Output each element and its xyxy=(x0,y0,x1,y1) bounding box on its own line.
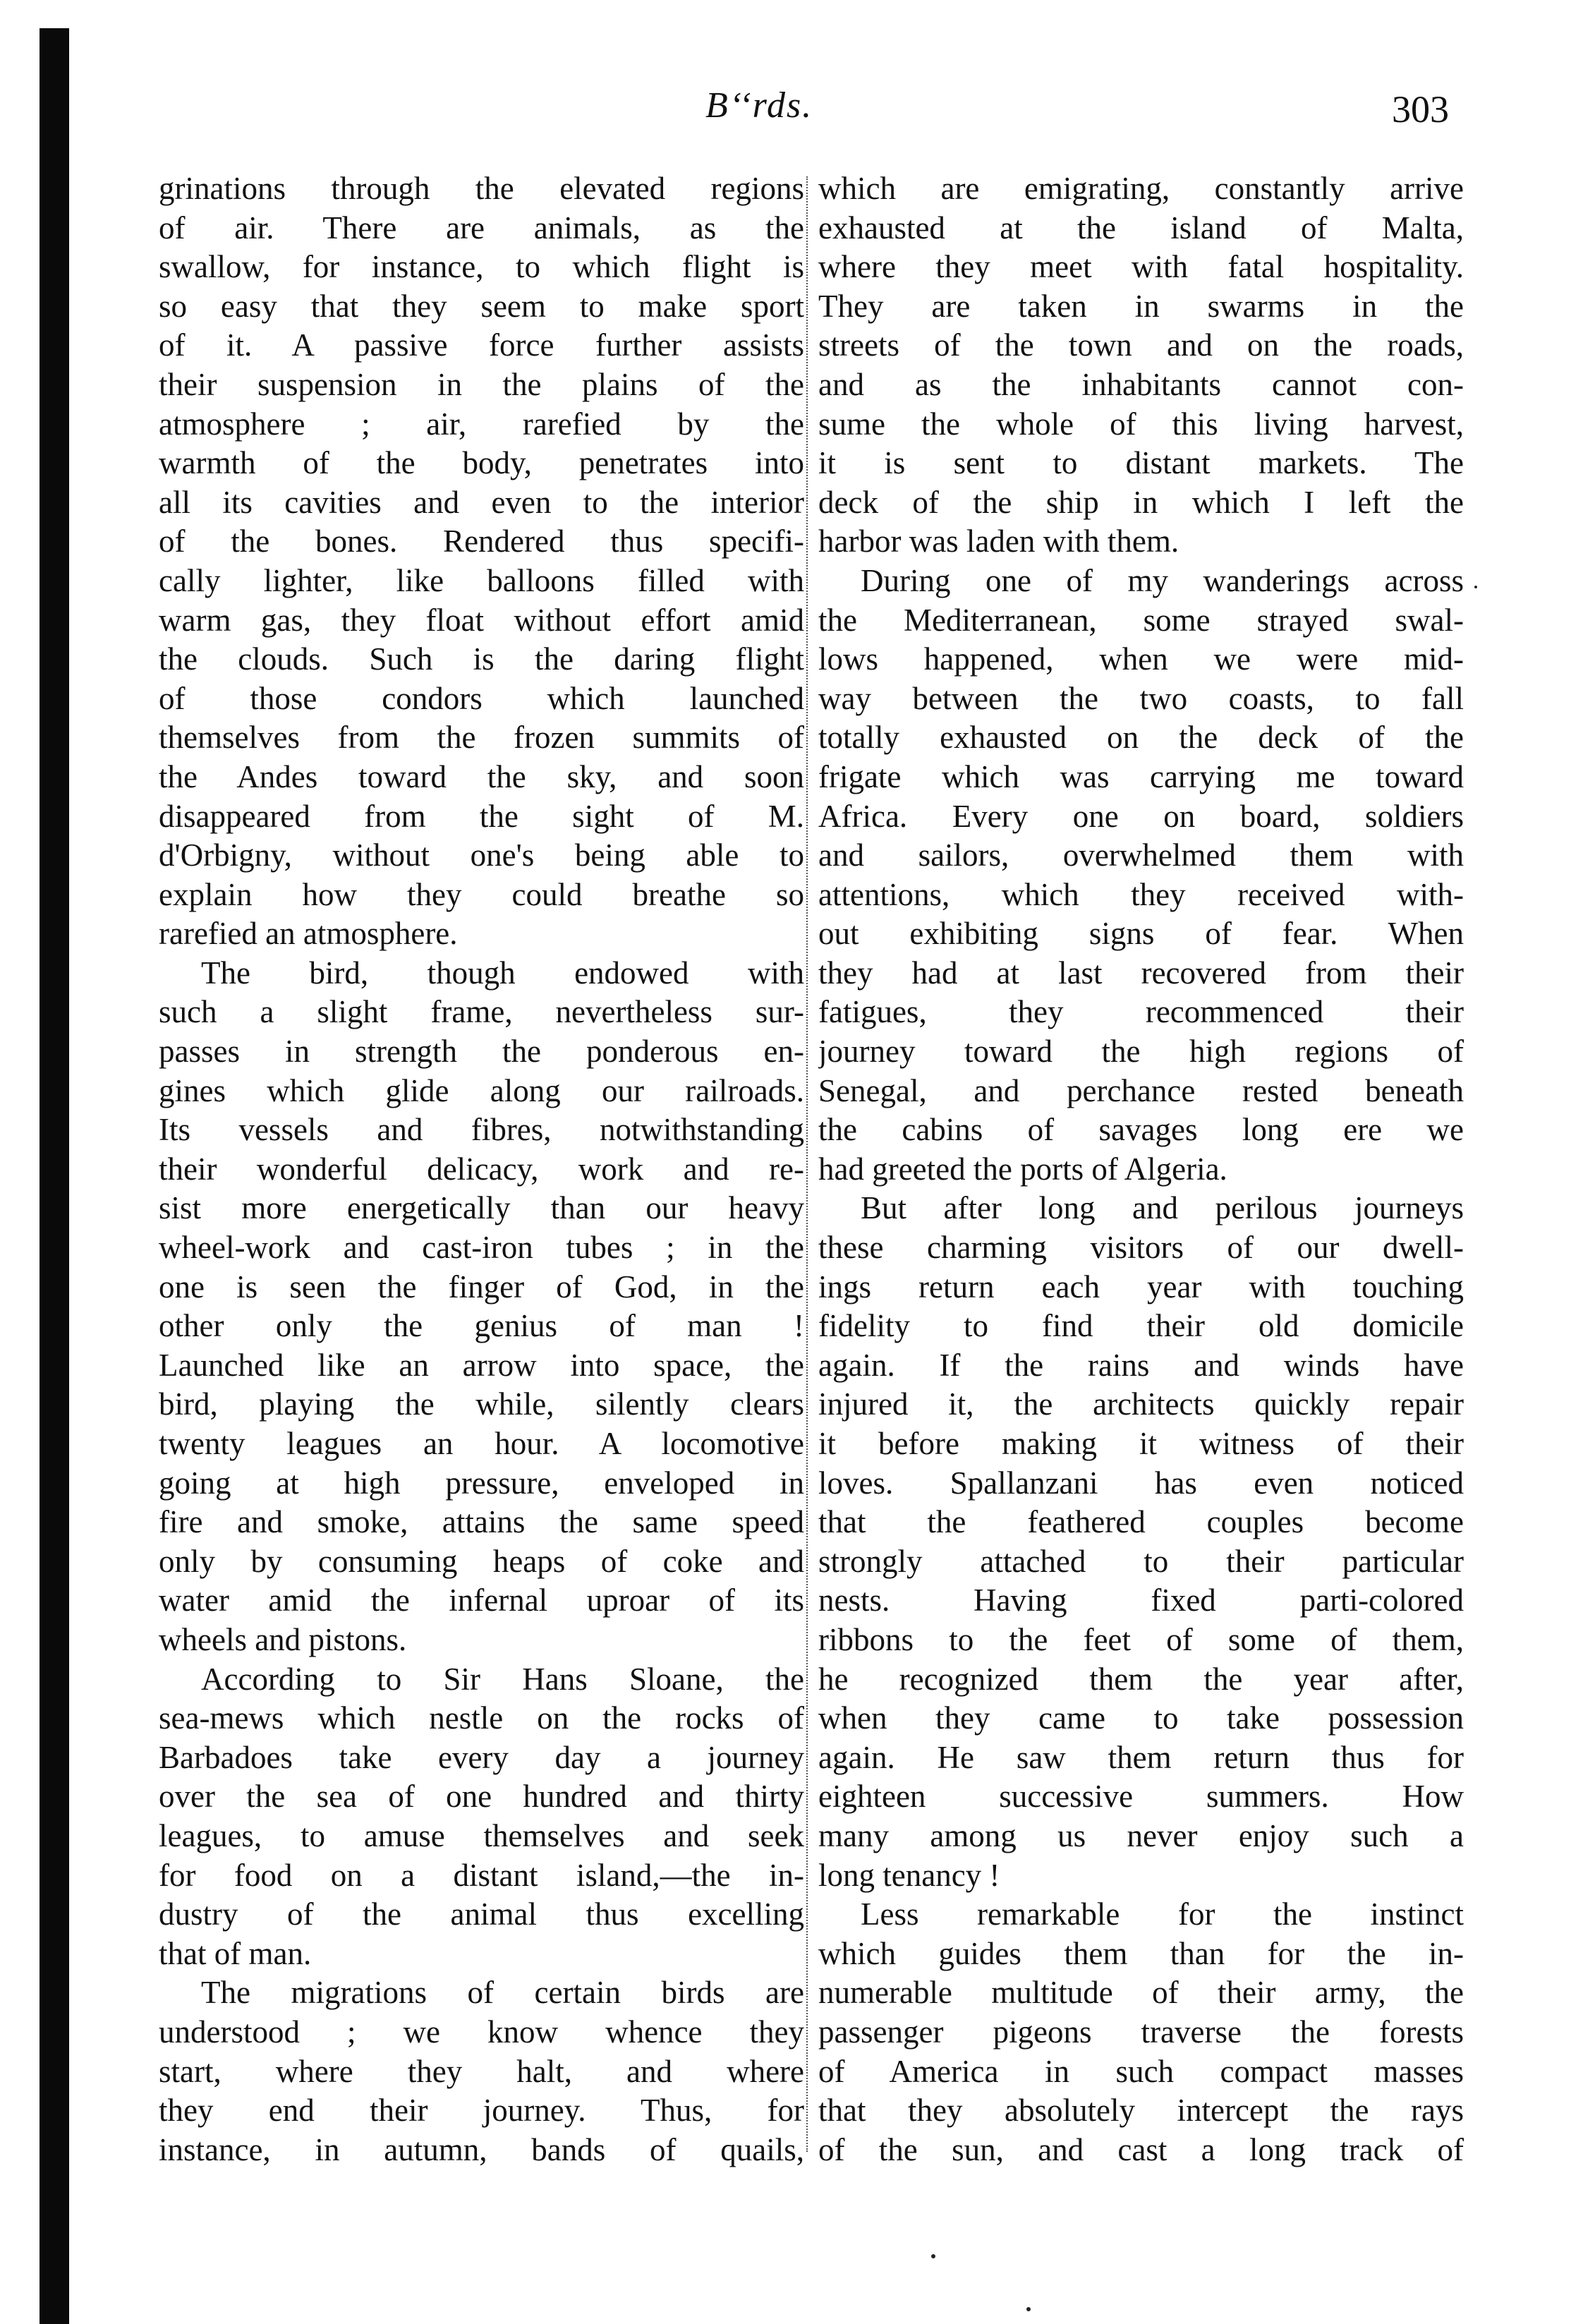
scan-speck xyxy=(1474,586,1477,588)
text-line: warmth of the body, penetrates into xyxy=(159,445,804,481)
text-line: start, where they halt, and where xyxy=(159,2053,804,2089)
text-line: According to Sir Hans Sloane, the xyxy=(201,1661,804,1697)
text-line: these charming visitors of our dwell- xyxy=(818,1230,1464,1266)
text-line: bird, playing the while, silently clears xyxy=(159,1386,804,1422)
text-line: wheels and pistons. xyxy=(159,1621,407,1657)
text-line: sume the whole of this living harvest, xyxy=(818,406,1464,442)
text-line: for food on a distant island,—the in- xyxy=(159,1857,804,1893)
column-divider xyxy=(806,176,808,2152)
text-line: instance, in autumn, bands of quails, xyxy=(159,2131,804,2167)
right-column xyxy=(818,169,1464,2169)
text-line: d'Orbigny, without one's being able to xyxy=(159,837,804,873)
text-line: harbor was laden with them. xyxy=(818,523,1179,559)
text-line: dustry of the animal thus excelling xyxy=(159,1896,804,1932)
text-line: atmosphere ; air, rarefied by the xyxy=(159,406,804,442)
text-line: They are taken in swarms in the xyxy=(818,288,1464,324)
text-line: it is sent to distant markets. The xyxy=(818,445,1464,481)
text-line: cally lighter, like balloons filled with xyxy=(159,562,804,598)
text-line: the clouds. Such is the daring flight xyxy=(159,641,804,677)
text-line: the Mediterranean, some strayed swal- xyxy=(818,602,1464,638)
text-line: of the bones. Rendered thus specifi- xyxy=(159,523,804,559)
text-line: During one of my wanderings across xyxy=(861,562,1464,598)
text-line: rarefied an atmosphere. xyxy=(159,916,458,952)
text-line: which are emigrating, constantly arrive xyxy=(818,171,1464,206)
text-line: way between the two coasts, to fall xyxy=(818,680,1464,716)
text-line: of air. There are animals, as the xyxy=(159,210,804,246)
text-line: so easy that they seem to make sport xyxy=(159,288,804,324)
text-line: fire and smoke, attains the same speed xyxy=(159,1504,804,1540)
text-line: going at high pressure, enveloped in xyxy=(159,1465,804,1501)
scan-binding-edge xyxy=(40,28,69,2324)
text-line: frigate which was carrying me toward xyxy=(818,758,1464,794)
text-line: over the sea of one hundred and thirty xyxy=(159,1779,804,1815)
text-line: Its vessels and fibres, notwithstanding xyxy=(159,1112,804,1148)
text-line: The migrations of certain birds are xyxy=(201,1975,804,2011)
text-line: exhausted at the island of Malta, xyxy=(818,210,1464,246)
text-line: swallow, for instance, to which flight is xyxy=(159,249,804,285)
text-line: water amid the infernal uproar of its xyxy=(159,1582,804,1618)
text-line: the cabins of savages long ere we xyxy=(818,1112,1464,1148)
text-line: Africa. Every one on board, soldiers xyxy=(818,798,1464,834)
text-line: numerable multitude of their army, the xyxy=(818,1975,1464,2011)
text-line: other only the genius of man ! xyxy=(159,1308,804,1344)
text-line: of those condors which launched xyxy=(159,680,804,716)
text-line: explain how they could breathe so xyxy=(159,876,804,912)
text-line: Launched like an arrow into space, the xyxy=(159,1347,804,1383)
text-line: only by consuming heaps of coke and xyxy=(159,1543,804,1579)
text-line: had greeted the ports of Algeria. xyxy=(818,1151,1227,1187)
text-line: understood ; we know whence they xyxy=(159,2014,804,2050)
text-line: long tenancy ! xyxy=(818,1857,1000,1893)
text-line: one is seen the finger of God, in the xyxy=(159,1269,804,1305)
text-line: sist more energetically than our heavy xyxy=(159,1190,804,1226)
text-line: he recognized them the year after, xyxy=(818,1661,1464,1697)
text-line: many among us never enjoy such a xyxy=(818,1817,1464,1853)
text-line: eighteen successive summers. How xyxy=(818,1779,1464,1815)
text-line: nests. Having fixed parti-colored xyxy=(818,1582,1464,1618)
text-line: out exhibiting signs of fear. When xyxy=(818,916,1464,952)
text-line: when they came to take possession xyxy=(818,1700,1464,1736)
text-line: that the feathered couples become xyxy=(818,1504,1464,1540)
text-line: ings return each year with touching xyxy=(818,1269,1464,1305)
text-line: their suspension in the plains of the xyxy=(159,366,804,402)
text-line: The bird, though endowed with xyxy=(201,955,804,991)
text-line: such a slight frame, nevertheless sur- xyxy=(159,994,804,1030)
text-line: again. If the rains and winds have xyxy=(818,1347,1464,1383)
text-line: where they meet with fatal hospitality. xyxy=(818,249,1464,285)
text-line: fatigues, they recommenced their xyxy=(818,994,1464,1030)
text-line: all its cavities and even to the interior xyxy=(159,484,804,520)
text-line: journey toward the high regions of xyxy=(818,1034,1464,1070)
running-title: B‘‘rds. xyxy=(705,85,813,126)
text-line: that of man. xyxy=(159,1935,312,1971)
text-line: But after long and perilous journeys xyxy=(861,1190,1464,1226)
text-line: loves. Spallanzani has even noticed xyxy=(818,1465,1464,1501)
text-line: fidelity to find their old domicile xyxy=(818,1308,1464,1344)
text-line: of the sun, and cast a long track of xyxy=(818,2131,1464,2167)
text-line: and sailors, overwhelmed them with xyxy=(818,837,1464,873)
text-line: and as the inhabitants cannot con- xyxy=(818,366,1464,402)
text-line: streets of the town and on the roads, xyxy=(818,327,1464,363)
text-line: the Andes toward the sky, and soon xyxy=(159,758,804,794)
text-line: strongly attached to their particular xyxy=(818,1543,1464,1579)
text-line: deck of the ship in which I left the xyxy=(818,484,1464,520)
text-line: Barbadoes take every day a journey xyxy=(159,1739,804,1775)
text-line: wheel-work and cast-iron tubes ; in the xyxy=(159,1230,804,1266)
scan-speck xyxy=(931,2254,935,2258)
text-line: of America in such compact masses xyxy=(818,2053,1464,2089)
scan-speck xyxy=(1026,2307,1031,2311)
text-line: attentions, which they received with- xyxy=(818,876,1464,912)
text-line: Less remarkable for the instinct xyxy=(861,1896,1464,1932)
text-line: that they absolutely intercept the rays xyxy=(818,2093,1464,2129)
text-line: gines which glide along our railroads. xyxy=(159,1072,804,1108)
text-line: themselves from the frozen summits of xyxy=(159,720,804,756)
text-line: lows happened, when we were mid- xyxy=(818,641,1464,677)
text-line: their wonderful delicacy, work and re- xyxy=(159,1151,804,1187)
text-line: disappeared from the sight of M. xyxy=(159,798,804,834)
page-number: 303 xyxy=(1392,88,1449,131)
text-line: grinations through the elevated regions xyxy=(159,171,804,206)
text-line: which guides them than for the in- xyxy=(818,1935,1464,1971)
text-line: they had at last recovered from their xyxy=(818,955,1464,991)
text-line: twenty leagues an hour. A locomotive xyxy=(159,1426,804,1461)
text-line: sea-mews which nestle on the rocks of xyxy=(159,1700,804,1736)
text-line: warm gas, they float without effort amid xyxy=(159,602,804,638)
text-line: totally exhausted on the deck of the xyxy=(818,720,1464,756)
left-column xyxy=(159,169,804,2169)
text-line: leagues, to amuse themselves and seek xyxy=(159,1817,804,1853)
text-line: injured it, the architects quickly repair xyxy=(818,1386,1464,1422)
text-line: of it. A passive force further assists xyxy=(159,327,804,363)
text-line: Senegal, and perchance rested beneath xyxy=(818,1072,1464,1108)
text-line: it before making it witness of their xyxy=(818,1426,1464,1461)
text-line: they end their journey. Thus, for xyxy=(159,2093,804,2129)
text-line: passenger pigeons traverse the forests xyxy=(818,2014,1464,2050)
text-line: passes in strength the ponderous en- xyxy=(159,1034,804,1070)
text-line: again. He saw them return thus for xyxy=(818,1739,1464,1775)
text-line: ribbons to the feet of some of them, xyxy=(818,1621,1464,1657)
